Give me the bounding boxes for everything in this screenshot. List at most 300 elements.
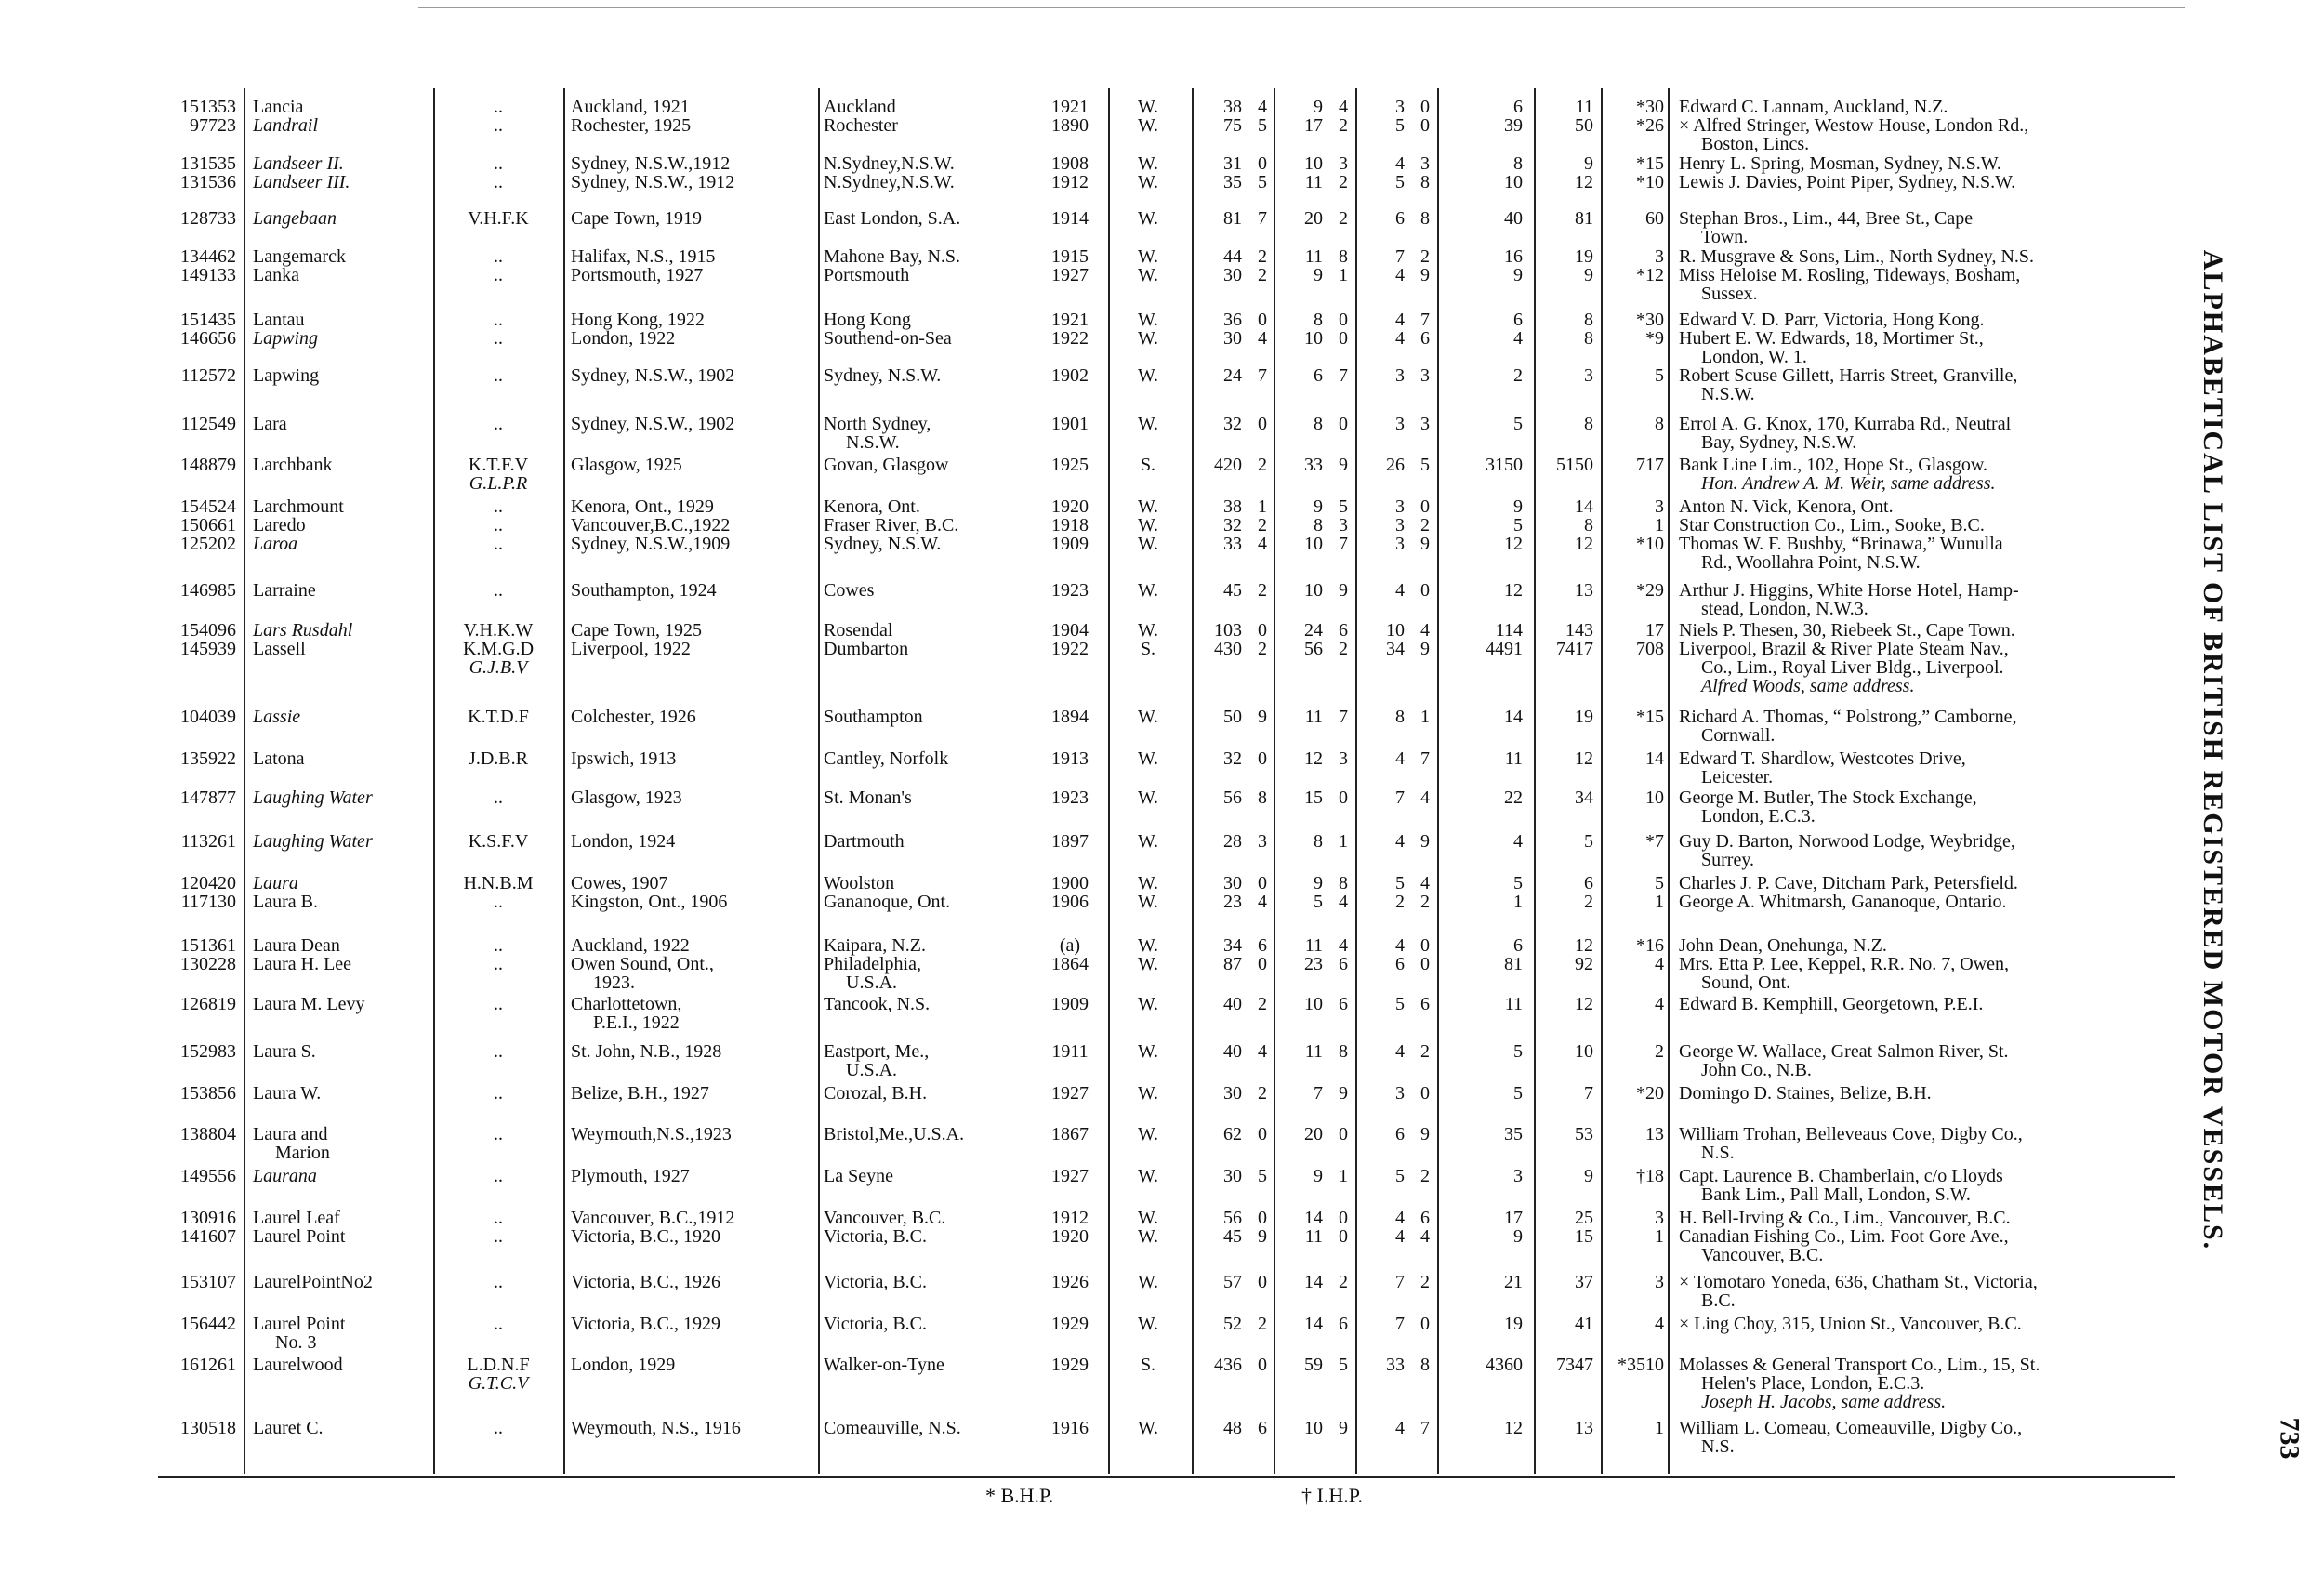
column-rule xyxy=(1668,88,1670,1474)
owner-line: Thomas W. F. Bushby, “Brinawa,” Wunulla xyxy=(1679,534,2003,554)
signal-letters-line: .. xyxy=(494,97,503,117)
depth-in: 4 xyxy=(1420,620,1430,641)
depth-in: 7 xyxy=(1420,310,1430,330)
signal-letters-line: .. xyxy=(494,115,503,136)
where-built-line: Mahone Bay, N.S. xyxy=(824,246,961,267)
owner xyxy=(1679,1273,2162,1310)
owner-line: Henry L. Spring, Mosman, Sydney, N.S.W. xyxy=(1679,153,2001,174)
year-built: 1864 xyxy=(1051,954,1089,974)
length xyxy=(1199,209,1270,228)
material: W. xyxy=(1137,310,1159,330)
horse-power: 14 xyxy=(1645,748,1664,769)
length-ft: 32 xyxy=(1223,414,1242,434)
horse-power: *26 xyxy=(1636,115,1664,136)
length-ft: 45 xyxy=(1223,580,1242,601)
material: W. xyxy=(1137,580,1159,601)
gross-tonnage: 81 xyxy=(1504,954,1523,974)
year-built: 1927 xyxy=(1051,1083,1089,1104)
net-tonnage: 41 xyxy=(1575,1314,1593,1334)
owner-line: Charles J. P. Cave, Ditcham Park, Petersfield. xyxy=(1679,873,2018,893)
where-built xyxy=(824,1042,1030,1079)
port-of-registry-line: Glasgow, 1923 xyxy=(571,787,682,808)
port-of-registry xyxy=(571,1084,814,1103)
vessel-name xyxy=(253,874,429,893)
owner-line: N.S. xyxy=(1701,1143,1735,1163)
depth xyxy=(1361,1227,1433,1246)
official-number: 151361 xyxy=(180,935,236,956)
breadth-ft: 10 xyxy=(1304,153,1323,174)
port-of-registry-line: Cape Town, 1919 xyxy=(571,208,702,229)
material: W. xyxy=(1137,787,1159,808)
depth-in: 2 xyxy=(1420,246,1430,267)
vessel-name-line: Laroa xyxy=(253,534,298,554)
official-number: 151435 xyxy=(180,310,236,330)
material: W. xyxy=(1137,153,1159,174)
owner xyxy=(1679,581,2162,618)
port-of-registry xyxy=(571,832,814,851)
depth xyxy=(1361,173,1433,192)
signal-letters-line: .. xyxy=(494,1166,503,1186)
signal-letters-line: G.T.C.V xyxy=(468,1373,529,1394)
net-tonnage: 13 xyxy=(1575,1418,1593,1438)
port-of-registry-line: Sydney, N.S.W., 1902 xyxy=(571,365,735,386)
official-number: 97723 xyxy=(190,115,236,136)
port-of-registry xyxy=(571,1273,814,1291)
breadth-in: 4 xyxy=(1339,935,1348,956)
manager: Hon. Andrew A. M. Weir, same address. xyxy=(1701,473,1996,494)
depth xyxy=(1361,955,1433,973)
owner-line: William Trohan, Belleveaus Cove, Digby Co., xyxy=(1679,1124,2023,1144)
depth xyxy=(1361,832,1433,851)
official-number: 150661 xyxy=(180,515,236,536)
breadth xyxy=(1279,893,1352,911)
length-ft: 87 xyxy=(1223,954,1242,974)
owner xyxy=(1679,995,2162,1013)
signal-letters xyxy=(437,154,560,173)
length-ft: 32 xyxy=(1223,515,1242,536)
length xyxy=(1199,621,1270,640)
depth-in: 0 xyxy=(1420,97,1430,117)
depth xyxy=(1361,366,1433,385)
official-number: 147877 xyxy=(180,787,236,808)
depth-ft: 10 xyxy=(1386,620,1405,641)
official-number: 130518 xyxy=(180,1418,236,1438)
owner-line: Helen's Place, London, E.C.3. xyxy=(1701,1373,1925,1394)
length-in: 5 xyxy=(1258,172,1267,192)
vessel-name-line: Lauret C. xyxy=(253,1418,324,1438)
breadth-in: 5 xyxy=(1339,1355,1348,1375)
where-built xyxy=(824,266,1030,284)
signal-letters-line: .. xyxy=(494,1272,503,1292)
breadth-in: 8 xyxy=(1339,246,1348,267)
signal-letters-line: .. xyxy=(494,1041,503,1062)
port-of-registry-line: London, 1929 xyxy=(571,1355,676,1375)
gross-tonnage: 3 xyxy=(1513,1166,1523,1186)
length xyxy=(1199,832,1270,851)
signal-letters xyxy=(437,247,560,266)
port-of-registry xyxy=(571,247,814,266)
horse-power: 4 xyxy=(1655,994,1664,1014)
length-in: 8 xyxy=(1258,787,1267,808)
net-tonnage: 5150 xyxy=(1556,455,1593,475)
length-ft: 40 xyxy=(1223,1041,1242,1062)
signal-letters xyxy=(437,708,560,726)
length-ft: 75 xyxy=(1223,115,1242,136)
length-ft: 103 xyxy=(1214,620,1242,641)
material: W. xyxy=(1137,496,1159,517)
owner xyxy=(1679,366,2162,403)
depth-in: 0 xyxy=(1420,496,1430,517)
manager: Alfred Woods, same address. xyxy=(1701,676,1915,696)
official-number: 131536 xyxy=(180,172,236,192)
where-built-line: N.Sydney,N.S.W. xyxy=(824,172,955,192)
port-of-registry xyxy=(571,749,814,768)
depth xyxy=(1361,995,1433,1013)
where-built xyxy=(824,535,1030,553)
owner xyxy=(1679,1125,2162,1162)
breadth xyxy=(1279,936,1352,955)
port-of-registry-line: Kingston, Ont., 1906 xyxy=(571,892,728,912)
vessel-name xyxy=(253,456,429,474)
owner-line: John Co., N.B. xyxy=(1701,1060,1812,1080)
year-built: (a) xyxy=(1059,935,1081,956)
net-tonnage: 19 xyxy=(1575,246,1593,267)
length xyxy=(1199,788,1270,807)
net-tonnage: 5 xyxy=(1584,831,1593,852)
material: W. xyxy=(1137,620,1159,641)
breadth xyxy=(1279,456,1352,474)
vessel-name xyxy=(253,311,429,329)
vessel-name xyxy=(253,788,429,807)
signal-letters xyxy=(437,640,560,677)
depth-ft: 5 xyxy=(1395,994,1405,1014)
breadth-ft: 11 xyxy=(1304,172,1323,192)
owner xyxy=(1679,209,2162,246)
signal-letters-line: G.J.B.V xyxy=(469,657,528,678)
length-in: 6 xyxy=(1258,1418,1267,1438)
signal-letters xyxy=(437,1042,560,1061)
breadth-in: 0 xyxy=(1339,1226,1348,1247)
signal-letters xyxy=(437,936,560,955)
material: W. xyxy=(1137,748,1159,769)
where-built-line: N.Sydney,N.S.W. xyxy=(824,153,955,174)
port-of-registry-line: St. John, N.B., 1928 xyxy=(571,1041,722,1062)
vessel-name xyxy=(253,749,429,768)
breadth-ft: 8 xyxy=(1314,310,1323,330)
breadth-in: 2 xyxy=(1339,639,1348,659)
where-built xyxy=(824,247,1030,266)
depth xyxy=(1361,640,1433,658)
signal-letters xyxy=(437,116,560,135)
where-built xyxy=(824,581,1030,600)
port-of-registry xyxy=(571,1167,814,1185)
length-ft: 30 xyxy=(1223,328,1242,349)
depth xyxy=(1361,749,1433,768)
gross-tonnage: 11 xyxy=(1504,994,1523,1014)
year-built: 1867 xyxy=(1051,1124,1089,1144)
owner-line: Boston, Lincs. xyxy=(1701,134,1810,154)
owner-line: Sound, Ont. xyxy=(1701,972,1791,993)
depth-in: 2 xyxy=(1420,1272,1430,1292)
length-in: 4 xyxy=(1258,1041,1267,1062)
manager: Joseph H. Jacobs, same address. xyxy=(1701,1392,1947,1412)
port-of-registry-line: Vancouver, B.C.,1912 xyxy=(571,1208,735,1228)
year-built: 1918 xyxy=(1051,515,1089,536)
gross-tonnage: 8 xyxy=(1513,153,1523,174)
breadth-ft: 9 xyxy=(1314,265,1323,285)
breadth-in: 9 xyxy=(1339,455,1348,475)
owner xyxy=(1679,154,2162,173)
owner-line: Bank Line Lim., 102, Hope St., Glasgow. xyxy=(1679,455,1988,475)
depth-ft: 7 xyxy=(1395,1272,1405,1292)
depth-in: 9 xyxy=(1420,639,1430,659)
port-of-registry xyxy=(571,621,814,640)
length-in: 2 xyxy=(1258,515,1267,536)
official-number: 117130 xyxy=(180,892,236,912)
vessel-name xyxy=(253,1315,429,1352)
breadth xyxy=(1279,1419,1352,1437)
owner xyxy=(1679,497,2162,516)
year-built: 1916 xyxy=(1051,1418,1089,1438)
where-built-line: Gananoque, Ont. xyxy=(824,892,951,912)
horse-power: 13 xyxy=(1645,1124,1664,1144)
vessel-name-line: Laura B. xyxy=(253,892,318,912)
year-built: 1909 xyxy=(1051,994,1089,1014)
owner-line: × Ling Choy, 315, Union St., Vancouver, B.C. xyxy=(1679,1314,2022,1334)
official-number: 112549 xyxy=(180,414,236,434)
owner-line: Surrey. xyxy=(1701,850,1755,870)
port-of-registry xyxy=(571,116,814,135)
owner xyxy=(1679,329,2162,366)
official-number: 130916 xyxy=(180,1208,236,1228)
owner-line: stead, London, N.W.3. xyxy=(1701,599,1868,619)
breadth-ft: 20 xyxy=(1304,1124,1323,1144)
where-built-line: Fraser River, B.C. xyxy=(824,515,959,536)
owner xyxy=(1679,266,2162,303)
breadth-in: 6 xyxy=(1339,994,1348,1014)
depth xyxy=(1361,329,1433,348)
breadth-in: 3 xyxy=(1339,748,1348,769)
depth-ft: 3 xyxy=(1395,496,1405,517)
vessel-name xyxy=(253,209,429,228)
gross-tonnage: 6 xyxy=(1513,935,1523,956)
breadth-ft: 17 xyxy=(1304,115,1323,136)
breadth-in: 3 xyxy=(1339,153,1348,174)
owner-line: Stephan Bros., Lim., 44, Bree St., Cape xyxy=(1679,208,1974,229)
signal-letters-line: G.L.P.R xyxy=(469,473,528,494)
gross-tonnage: 14 xyxy=(1504,707,1523,727)
depth xyxy=(1361,874,1433,893)
port-of-registry-line: Rochester, 1925 xyxy=(571,115,692,136)
column-rule xyxy=(1355,88,1357,1474)
depth xyxy=(1361,266,1433,284)
vessel-name-line: Laredo xyxy=(253,515,306,536)
where-built-line: Victoria, B.C. xyxy=(824,1272,928,1292)
breadth xyxy=(1279,874,1352,893)
depth-ft: 4 xyxy=(1395,580,1405,601)
where-built-line: Govan, Glasgow xyxy=(824,455,949,475)
signal-letters xyxy=(437,98,560,116)
signal-letters-line: .. xyxy=(494,580,503,601)
where-built xyxy=(824,98,1030,116)
owner-line: Liverpool, Brazil & River Plate Steam Nav., xyxy=(1679,639,2009,659)
length-ft: 57 xyxy=(1223,1272,1242,1292)
material: W. xyxy=(1137,1226,1159,1247)
vessel-name-line: Larraine xyxy=(253,580,316,601)
signal-letters xyxy=(437,1167,560,1185)
length-ft: 32 xyxy=(1223,748,1242,769)
material: W. xyxy=(1137,1041,1159,1062)
horse-power: 8 xyxy=(1655,414,1664,434)
breadth xyxy=(1279,116,1352,135)
signal-letters-line: .. xyxy=(494,1083,503,1104)
vessel-name xyxy=(253,936,429,955)
breadth-ft: 10 xyxy=(1304,534,1323,554)
port-of-registry xyxy=(571,1209,814,1227)
depth-in: 9 xyxy=(1420,534,1430,554)
year-built: 1926 xyxy=(1051,1272,1089,1292)
breadth-in: 2 xyxy=(1339,208,1348,229)
year-built: 1927 xyxy=(1051,1166,1089,1186)
owner-line: Town. xyxy=(1701,227,1749,247)
owner-line: B.C. xyxy=(1701,1290,1736,1311)
signal-letters xyxy=(437,311,560,329)
horse-power: 1 xyxy=(1655,1226,1664,1247)
vessel-name xyxy=(253,173,429,192)
breadth xyxy=(1279,995,1352,1013)
official-number: 154524 xyxy=(180,496,236,517)
breadth-in: 0 xyxy=(1339,787,1348,808)
owner xyxy=(1679,516,2162,535)
net-tonnage: 25 xyxy=(1575,1208,1593,1228)
length-in: 2 xyxy=(1258,246,1267,267)
breadth xyxy=(1279,311,1352,329)
port-of-registry-line: Liverpool, 1922 xyxy=(571,639,691,659)
breadth-in: 6 xyxy=(1339,620,1348,641)
official-number: 104039 xyxy=(180,707,236,727)
breadth-in: 7 xyxy=(1339,707,1348,727)
breadth xyxy=(1279,535,1352,553)
signal-letters xyxy=(437,266,560,284)
year-built: 1914 xyxy=(1051,208,1089,229)
year-built: 1890 xyxy=(1051,115,1089,136)
where-built-line: Bristol,Me.,U.S.A. xyxy=(824,1124,965,1144)
owner xyxy=(1679,415,2162,452)
vessel-name-line: Lantau xyxy=(253,310,305,330)
vessel-name-line: Laughing Water xyxy=(253,831,373,852)
depth-in: 9 xyxy=(1420,265,1430,285)
owner-line: Domingo D. Staines, Belize, B.H. xyxy=(1679,1083,1932,1104)
length-in: 0 xyxy=(1258,153,1267,174)
owner xyxy=(1679,832,2162,869)
column-rule xyxy=(563,88,565,1474)
breadth-ft: 24 xyxy=(1304,620,1323,641)
port-of-registry xyxy=(571,893,814,911)
official-number: 112572 xyxy=(180,365,236,386)
vessel-name xyxy=(253,893,429,911)
length-ft: 28 xyxy=(1223,831,1242,852)
breadth xyxy=(1279,1042,1352,1061)
official-number: 141607 xyxy=(180,1226,236,1247)
depth xyxy=(1361,535,1433,553)
depth-in: 9 xyxy=(1420,831,1430,852)
length xyxy=(1199,749,1270,768)
depth-ft: 3 xyxy=(1395,97,1405,117)
where-built-line: North Sydney, xyxy=(824,414,931,434)
net-tonnage: 37 xyxy=(1575,1272,1593,1292)
length-in: 0 xyxy=(1258,620,1267,641)
year-built: 1902 xyxy=(1051,365,1089,386)
port-of-registry-line: Ipswich, 1913 xyxy=(571,748,677,769)
port-of-registry-line: Belize, B.H., 1927 xyxy=(571,1083,709,1104)
depth-in: 9 xyxy=(1420,1124,1430,1144)
breadth xyxy=(1279,1227,1352,1246)
net-tonnage: 50 xyxy=(1575,115,1593,136)
where-built xyxy=(824,749,1030,768)
material: S. xyxy=(1140,639,1156,659)
year-built: 1929 xyxy=(1051,1314,1089,1334)
vessel-name-line: Langemarck xyxy=(253,246,346,267)
breadth-ft: 5 xyxy=(1314,892,1323,912)
official-number: 156442 xyxy=(180,1314,236,1334)
breadth-ft: 59 xyxy=(1304,1355,1323,1375)
horse-power: 2 xyxy=(1655,1041,1664,1062)
length-ft: 430 xyxy=(1214,639,1242,659)
depth-ft: 4 xyxy=(1395,1041,1405,1062)
depth xyxy=(1361,1356,1433,1374)
breadth-ft: 11 xyxy=(1304,707,1323,727)
official-number: 153856 xyxy=(180,1083,236,1104)
length-in: 2 xyxy=(1258,994,1267,1014)
length-ft: 30 xyxy=(1223,1166,1242,1186)
breadth xyxy=(1279,788,1352,807)
where-built xyxy=(824,995,1030,1013)
owner-line: Sussex. xyxy=(1701,284,1758,304)
depth-in: 7 xyxy=(1420,1418,1430,1438)
where-built-line: Philadelphia, xyxy=(824,954,921,974)
where-built-line: Rochester xyxy=(824,115,898,136)
vessel-name xyxy=(253,832,429,851)
breadth xyxy=(1279,209,1352,228)
length-in: 4 xyxy=(1258,328,1267,349)
breadth-in: 0 xyxy=(1339,310,1348,330)
net-tonnage: 12 xyxy=(1575,748,1593,769)
official-number: 149133 xyxy=(180,265,236,285)
length-ft: 36 xyxy=(1223,310,1242,330)
port-of-registry-line: Glasgow, 1925 xyxy=(571,455,682,475)
signal-letters-line: .. xyxy=(494,1314,503,1334)
length-ft: 56 xyxy=(1223,787,1242,808)
horse-power: 1 xyxy=(1655,515,1664,536)
net-tonnage: 143 xyxy=(1565,620,1593,641)
length-ft: 52 xyxy=(1223,1314,1242,1334)
vessel-name-line: Laurel Point xyxy=(253,1226,346,1247)
gross-tonnage: 35 xyxy=(1504,1124,1523,1144)
port-of-registry xyxy=(571,1419,814,1437)
port-of-registry-line: Sydney, N.S.W.,1912 xyxy=(571,153,731,174)
vessel-name xyxy=(253,247,429,266)
port-of-registry-line: Charlottetown, xyxy=(571,994,682,1014)
owner xyxy=(1679,640,2162,677)
signal-letters-line: .. xyxy=(494,246,503,267)
material: W. xyxy=(1137,892,1159,912)
net-tonnage: 13 xyxy=(1575,580,1593,601)
breadth-in: 3 xyxy=(1339,515,1348,536)
signal-letters-line: .. xyxy=(494,1124,503,1144)
vessel-name xyxy=(253,1227,429,1246)
port-of-registry xyxy=(571,708,814,726)
signal-letters xyxy=(437,1315,560,1333)
